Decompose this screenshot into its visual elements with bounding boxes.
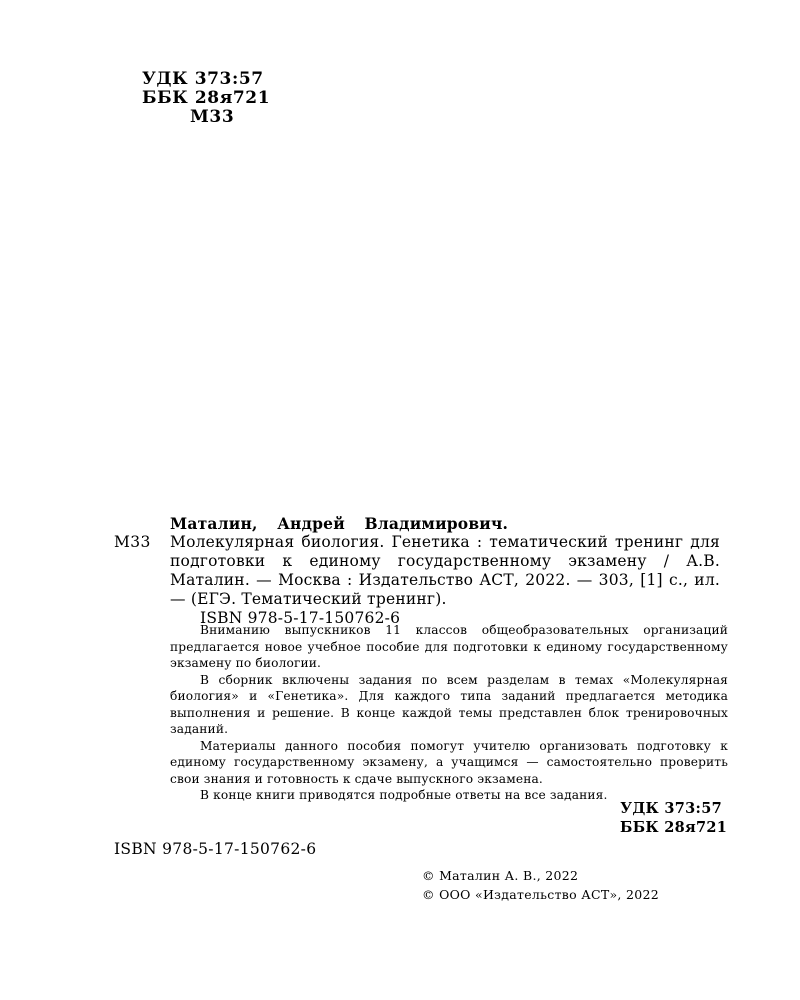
author-sign: М33 — [190, 107, 235, 127]
classification-codes-top — [142, 70, 270, 127]
annotation-paragraph: В сборник включены задания по всем разделам в темах «Молекулярная биология» и «Генетика». Для каждого типа заданий предлагается методика выполнения и решение. В конце каждой темы представлен блок тренировочных заданий. — [170, 672, 728, 736]
copyright-notices — [422, 866, 659, 904]
classification-codes-bottom — [620, 799, 728, 837]
udk-code: УДК 373:57 — [142, 69, 264, 89]
copyright-publisher: © ООО «Издательство АСТ», 2022 — [422, 887, 659, 902]
author-name: Маталин, Андрей Владимирович. — [170, 514, 509, 533]
annotation-paragraph: Материалы данного пособия помогут учителю организовать подготовку к единому государственному экзамену, а учащимся — самостоятельно проверить свои знания и готовность к сдаче выпускного экзамена. — [170, 738, 728, 786]
copyright-author: © Маталин А. В., 2022 — [422, 868, 579, 883]
udk-code-bottom: УДК 373:57 — [620, 800, 722, 817]
bbk-code: ББК 28я721 — [142, 88, 271, 108]
author-sign-margin: М33 — [114, 533, 151, 551]
bbk-code-bottom: ББК 28я721 — [620, 819, 728, 836]
annotation-paragraph: Вниманию выпускников 11 классов общеобразовательных организаций предлагается новое учебное пособие для подготовки к единому государственному экзамену по биологии. — [170, 623, 728, 670]
bibliographic-record — [170, 514, 720, 628]
annotation — [170, 622, 728, 804]
isbn-main: ISBN 978-5-17-150762-6 — [114, 840, 317, 858]
annotation-paragraph: В конце книги приводятся подробные ответы на все задания. — [200, 788, 608, 802]
record-isbn: ISBN 978-5-17-150762-6 — [200, 609, 401, 627]
bibliographic-description: Молекулярная биология. Генетика : тематический тренинг для подготовки к единому государственному экзамену / А.В. Маталин. — Москва : Издательство АСТ, 2022. — 303, [1] с., ил. — (ЕГЭ. Тематический тренинг). — [170, 533, 720, 608]
